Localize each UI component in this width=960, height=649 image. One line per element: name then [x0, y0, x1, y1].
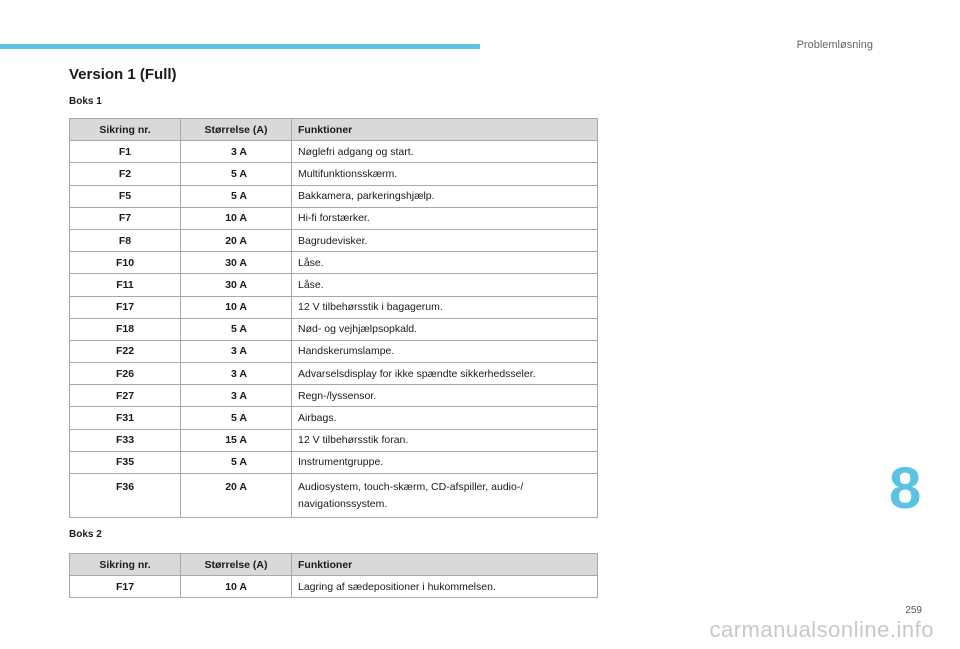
- table-row: [70, 296, 598, 318]
- box2-table-body: [70, 576, 598, 598]
- fuse-function-cell: Låse.: [292, 252, 598, 274]
- fuse-number-cell: F1: [70, 141, 181, 163]
- fuse-function-cell: Handskerumslampe.: [292, 340, 598, 362]
- box2-fuse-table: [69, 553, 598, 598]
- fuse-function-cell: Instrumentgruppe.: [292, 451, 598, 473]
- table-row: [70, 318, 598, 340]
- table-row: [70, 274, 598, 296]
- fuse-size-cell: 10 A: [181, 576, 292, 598]
- table-row: [70, 474, 598, 518]
- table-row: [70, 229, 598, 251]
- box1-label: Boks 1: [69, 96, 102, 107]
- fuse-number-cell: F35: [70, 451, 181, 473]
- table-row: [70, 207, 598, 229]
- table-row: [70, 385, 598, 407]
- table-row: [70, 451, 598, 473]
- section-title: Problemløsning: [796, 39, 873, 51]
- column-header-size: Størrelse (A): [181, 554, 292, 576]
- table-row: [70, 252, 598, 274]
- fuse-function-cell: Multifunktionsskærm.: [292, 163, 598, 185]
- fuse-function-cell: Nøglefri adgang og start.: [292, 141, 598, 163]
- watermark: carmanualsonline.info: [709, 617, 934, 642]
- table-row: [70, 141, 598, 163]
- box2-label: Boks 2: [69, 529, 102, 540]
- fuse-size-cell: 5 A: [181, 318, 292, 340]
- fuse-number-cell: F27: [70, 385, 181, 407]
- page-title: Version 1 (Full): [69, 66, 177, 83]
- fuse-number-cell: F17: [70, 296, 181, 318]
- fuse-number-cell: F2: [70, 163, 181, 185]
- fuse-size-cell: 5 A: [181, 185, 292, 207]
- fuse-size-cell: 30 A: [181, 274, 292, 296]
- fuse-number-cell: F31: [70, 407, 181, 429]
- table-row: [70, 429, 598, 451]
- fuse-number-cell: F11: [70, 274, 181, 296]
- fuse-function-cell: Audiosystem, touch-skærm, CD-afspiller, audio-/ navigationssystem.: [292, 474, 598, 518]
- fuse-size-cell: 20 A: [181, 474, 292, 518]
- column-header-function: Funktioner: [292, 119, 598, 141]
- fuse-function-cell: Airbags.: [292, 407, 598, 429]
- fuse-function-cell: Bakkamera, parkeringshjælp.: [292, 185, 598, 207]
- column-header-function: Funktioner: [292, 554, 598, 576]
- fuse-size-cell: 3 A: [181, 385, 292, 407]
- fuse-number-cell: F26: [70, 363, 181, 385]
- table-header-row: [70, 554, 598, 576]
- box1-fuse-table: [69, 118, 598, 518]
- fuse-size-cell: 15 A: [181, 429, 292, 451]
- fuse-number-cell: F10: [70, 252, 181, 274]
- fuse-size-cell: 10 A: [181, 207, 292, 229]
- header-accent-bar: [0, 44, 480, 49]
- column-header-size: Størrelse (A): [181, 119, 292, 141]
- table-row: [70, 340, 598, 362]
- fuse-size-cell: 30 A: [181, 252, 292, 274]
- fuse-function-cell: 12 V tilbehørsstik foran.: [292, 429, 598, 451]
- fuse-function-cell: Hi-fi forstærker.: [292, 207, 598, 229]
- column-header-fuse: Sikring nr.: [70, 119, 181, 141]
- fuse-number-cell: F8: [70, 229, 181, 251]
- fuse-size-cell: 3 A: [181, 141, 292, 163]
- fuse-function-cell: Bagrudevisker.: [292, 229, 598, 251]
- chapter-number: 8: [889, 456, 922, 521]
- fuse-size-cell: 5 A: [181, 163, 292, 185]
- fuse-number-cell: F22: [70, 340, 181, 362]
- fuse-number-cell: F7: [70, 207, 181, 229]
- fuse-number-cell: F33: [70, 429, 181, 451]
- column-header-fuse: Sikring nr.: [70, 554, 181, 576]
- fuse-size-cell: 3 A: [181, 363, 292, 385]
- fuse-size-cell: 5 A: [181, 407, 292, 429]
- fuse-size-cell: 20 A: [181, 229, 292, 251]
- table-row: [70, 576, 598, 598]
- fuse-number-cell: F36: [70, 474, 181, 518]
- box1-table-body: [70, 141, 598, 518]
- fuse-function-cell: Regn-/lyssensor.: [292, 385, 598, 407]
- table-row: [70, 163, 598, 185]
- fuse-number-cell: F18: [70, 318, 181, 340]
- fuse-function-cell: Låse.: [292, 274, 598, 296]
- fuse-function-cell: 12 V tilbehørsstik i bagagerum.: [292, 296, 598, 318]
- page-number: 259: [905, 605, 922, 616]
- table-row: [70, 363, 598, 385]
- table-row: [70, 185, 598, 207]
- fuse-function-cell: Nød- og vejhjælpsopkald.: [292, 318, 598, 340]
- fuse-size-cell: 10 A: [181, 296, 292, 318]
- fuse-function-cell: Lagring af sædepositioner i hukommelsen.: [292, 576, 598, 598]
- fuse-number-cell: F5: [70, 185, 181, 207]
- table-row: [70, 407, 598, 429]
- fuse-number-cell: F17: [70, 576, 181, 598]
- fuse-size-cell: 3 A: [181, 340, 292, 362]
- table-header-row: [70, 119, 598, 141]
- fuse-size-cell: 5 A: [181, 451, 292, 473]
- fuse-function-cell: Advarselsdisplay for ikke spændte sikkerhedsseler.: [292, 363, 598, 385]
